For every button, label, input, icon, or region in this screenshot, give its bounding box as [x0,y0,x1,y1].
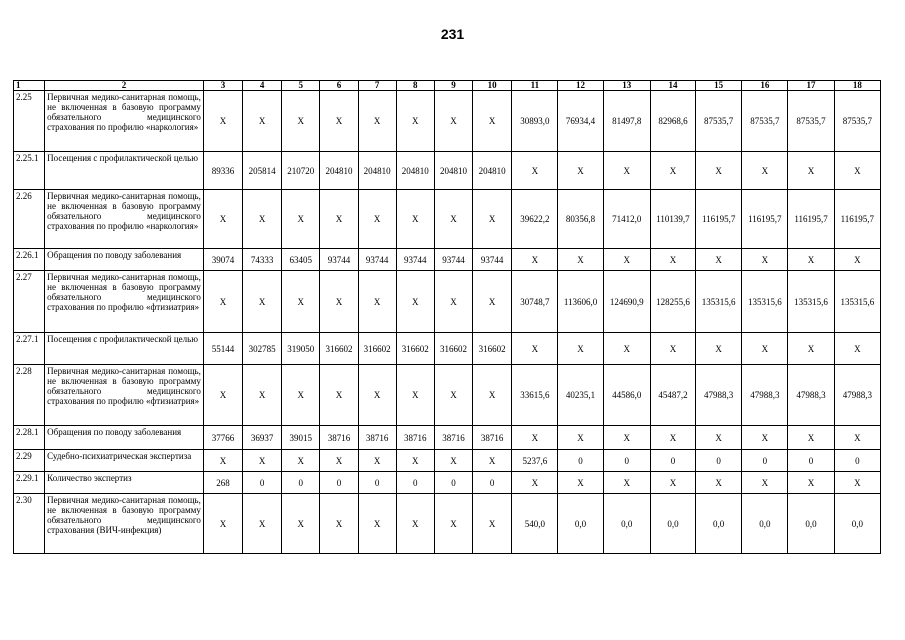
table-cell: X [243,494,282,554]
table-cell: 93744 [473,249,512,271]
table-cell: 116195,7 [696,190,742,249]
column-header: 7 [358,81,396,91]
table-cell: X [473,450,512,472]
table-cell: 0 [558,450,603,472]
table-cell: X [203,271,242,333]
table-cell: X [473,494,512,554]
column-header: 4 [243,81,282,91]
table-cell: 0 [603,450,650,472]
table-cell: X [396,450,434,472]
column-header: 16 [742,81,788,91]
table-row [14,494,881,554]
table-cell: X [434,494,472,554]
table-cell: X [282,494,320,554]
table-cell: 0 [473,472,512,494]
table-cell: X [473,91,512,152]
table-row [14,472,881,494]
row-number: 2.27.1 [14,333,45,365]
table-cell: X [473,365,512,426]
table-cell: X [742,249,788,271]
table-row [14,91,881,152]
table-cell: 135315,6 [788,271,834,333]
row-description: Первичная медико-санитарная помощь, не включенная в базовую программу обязательного медицинского страхования по профилю «наркология» [45,190,204,249]
column-header: 6 [320,81,358,91]
table-cell: 0 [650,450,695,472]
table-cell: 0 [243,472,282,494]
table-cell: 302785 [243,333,282,365]
row-description: Обращения по поводу заболевания [45,426,204,450]
table-row [14,450,881,472]
table-cell: 0 [320,472,358,494]
column-header: 14 [650,81,695,91]
table-row [14,365,881,426]
table-cell: 0,0 [603,494,650,554]
table-cell: 204810 [320,152,358,190]
table-cell: 39074 [203,249,242,271]
row-number: 2.28.1 [14,426,45,450]
table-row [14,190,881,249]
table-cell: 87535,7 [834,91,880,152]
table-cell: X [788,333,834,365]
table-cell: 33615,6 [512,365,558,426]
table-cell: 44586,0 [603,365,650,426]
row-number: 2.25.1 [14,152,45,190]
table-cell: 128255,6 [650,271,695,333]
table-cell: 38716 [434,426,472,450]
table-cell: X [603,472,650,494]
table-cell: 0 [742,450,788,472]
table-cell: 93744 [320,249,358,271]
table-cell: X [742,333,788,365]
table-cell: X [473,190,512,249]
row-number: 2.27 [14,271,45,333]
table-cell: 204810 [473,152,512,190]
table-cell: 0,0 [558,494,603,554]
row-description: Первичная медико-санитарная помощь, не включенная в базовую программу обязательного медицинского страхования по профилю «фтизиатрия» [45,271,204,333]
table-cell: X [396,494,434,554]
table-cell: 319050 [282,333,320,365]
table-cell: 38716 [320,426,358,450]
table-cell: X [473,271,512,333]
table-cell: X [282,450,320,472]
table-cell: 80356,8 [558,190,603,249]
table-cell: 87535,7 [742,91,788,152]
row-description: Количество экспертиз [45,472,204,494]
table-cell: 0,0 [696,494,742,554]
row-description: Первичная медико-санитарная помощь, не включенная в базовую программу обязательного медицинского страхования (ВИЧ-инфекция) [45,494,204,554]
table-cell: X [650,152,695,190]
table-cell: 38716 [473,426,512,450]
table-cell: X [558,426,603,450]
row-number: 2.29 [14,450,45,472]
table-row [14,249,881,271]
table-cell: X [788,249,834,271]
table-cell: 47988,3 [742,365,788,426]
table-cell: X [203,494,242,554]
table-cell: X [650,472,695,494]
column-header: 18 [834,81,880,91]
data-table [13,80,881,554]
row-description: Первичная медико-санитарная помощь, не включенная в базовую программу обязательного медицинского страхования по профилю «фтизиатрия» [45,365,204,426]
table-cell: 5237,6 [512,450,558,472]
table-cell: X [243,271,282,333]
table-cell: 39622,2 [512,190,558,249]
table-cell: 0 [834,450,880,472]
table-cell: 0,0 [788,494,834,554]
table-row [14,426,881,450]
table-cell: 0,0 [742,494,788,554]
table-cell: 204810 [396,152,434,190]
table-cell: X [512,333,558,365]
table-cell: 93744 [434,249,472,271]
table-cell: 45487,2 [650,365,695,426]
table-cell: X [282,271,320,333]
table-cell: 76934,4 [558,91,603,152]
table-cell: 205814 [243,152,282,190]
table-cell: 110139,7 [650,190,695,249]
table-cell: X [834,472,880,494]
table-cell: 135315,6 [834,271,880,333]
table-cell: X [243,365,282,426]
table-cell: 0 [358,472,396,494]
table-cell: 63405 [282,249,320,271]
table-row [14,271,881,333]
table-cell: X [650,333,695,365]
table-cell: X [320,450,358,472]
row-description: Первичная медико-санитарная помощь, не включенная в базовую программу обязательного медицинского страхования по профилю «наркология» [45,91,204,152]
table-cell: X [788,472,834,494]
column-header: 9 [434,81,472,91]
table-cell: X [603,333,650,365]
table-cell: X [834,426,880,450]
table-cell: X [834,152,880,190]
table-cell: X [434,190,472,249]
table-cell: 316602 [396,333,434,365]
table-cell: X [396,91,434,152]
table-cell: 40235,1 [558,365,603,426]
table-cell: 116195,7 [834,190,880,249]
row-description: Посещения с профилактической целью [45,152,204,190]
table-cell: 113606,0 [558,271,603,333]
table-cell: X [650,249,695,271]
table-cell: 93744 [396,249,434,271]
table-cell: X [742,426,788,450]
row-number: 2.26 [14,190,45,249]
table-cell: 47988,3 [788,365,834,426]
table-cell: X [243,91,282,152]
table-cell: X [320,494,358,554]
table-cell: X [358,494,396,554]
table-cell: X [203,450,242,472]
table-cell: 124690,9 [603,271,650,333]
table-cell: X [696,426,742,450]
row-description: Обращения по поводу заболевания [45,249,204,271]
table-cell: 316602 [473,333,512,365]
table-cell: X [558,152,603,190]
table-cell: X [696,249,742,271]
table-cell: X [434,91,472,152]
row-number: 2.25 [14,91,45,152]
row-number: 2.28 [14,365,45,426]
table-cell: 540,0 [512,494,558,554]
page-number: 231 [440,26,465,42]
table-cell: 0 [434,472,472,494]
table-row [14,333,881,365]
table-cell: X [320,271,358,333]
row-description: Посещения с профилактической целью [45,333,204,365]
table-cell: X [558,333,603,365]
column-header: 5 [282,81,320,91]
table-cell: X [358,450,396,472]
table-cell: X [434,271,472,333]
table-cell: X [203,365,242,426]
table-cell: 55144 [203,333,242,365]
table-cell: 39015 [282,426,320,450]
table-cell: X [320,365,358,426]
table-cell: 268 [203,472,242,494]
table-cell: X [603,426,650,450]
table-cell: 47988,3 [834,365,880,426]
table-cell: X [434,450,472,472]
table-cell: X [512,152,558,190]
column-header: 15 [696,81,742,91]
table-cell: 0 [788,450,834,472]
table-cell: 135315,6 [696,271,742,333]
table-cell: X [558,249,603,271]
table-cell: 0,0 [650,494,695,554]
column-header: 10 [473,81,512,91]
table-cell: X [396,365,434,426]
table-cell: X [396,271,434,333]
table-cell: X [558,472,603,494]
table-cell: X [742,472,788,494]
table-cell: X [396,190,434,249]
table-cell: 116195,7 [742,190,788,249]
table-cell: 116195,7 [788,190,834,249]
table-cell: X [358,190,396,249]
table-cell: 93744 [358,249,396,271]
column-header: 11 [512,81,558,91]
row-number: 2.29.1 [14,472,45,494]
column-header: 13 [603,81,650,91]
row-description: Судебно-психиатрическая экспертиза [45,450,204,472]
column-header: 17 [788,81,834,91]
column-header: 3 [203,81,242,91]
row-number: 2.26.1 [14,249,45,271]
table-cell: 38716 [358,426,396,450]
table-cell: 30748,7 [512,271,558,333]
table-cell: 316602 [320,333,358,365]
table-cell: 87535,7 [696,91,742,152]
table-cell: 74333 [243,249,282,271]
table-cell: X [358,91,396,152]
table-cell: X [650,426,695,450]
table-cell: X [434,365,472,426]
table-cell: 71412,0 [603,190,650,249]
table-cell: X [603,152,650,190]
table-cell: X [243,190,282,249]
table-cell: X [282,190,320,249]
table-cell: 82968,6 [650,91,695,152]
table-cell: 87535,7 [788,91,834,152]
table-cell: 30893,0 [512,91,558,152]
table-cell: X [512,249,558,271]
table-cell: X [834,333,880,365]
table-cell: X [358,365,396,426]
table-cell: X [603,249,650,271]
table-cell: X [512,472,558,494]
column-header: 8 [396,81,434,91]
table-cell: X [696,333,742,365]
table-cell: X [243,450,282,472]
table-cell: X [696,472,742,494]
table-cell: 37766 [203,426,242,450]
column-header: 12 [558,81,603,91]
row-number: 2.30 [14,494,45,554]
table-cell: 0,0 [834,494,880,554]
table-cell: X [834,249,880,271]
table-cell: X [282,91,320,152]
table-cell: X [696,152,742,190]
table-cell: X [203,190,242,249]
table-cell: X [788,426,834,450]
table-row [14,152,881,190]
table-cell: 47988,3 [696,365,742,426]
table-cell: X [320,91,358,152]
table-cell: 0 [396,472,434,494]
table-cell: X [282,365,320,426]
table-cell: 38716 [396,426,434,450]
column-header: 1 [14,81,45,91]
table-cell: 204810 [434,152,472,190]
table-cell: X [203,91,242,152]
table-cell: 316602 [358,333,396,365]
table-cell: X [358,271,396,333]
table-cell: 135315,6 [742,271,788,333]
table-cell: 81497,8 [603,91,650,152]
column-header: 2 [45,81,204,91]
table-cell: 0 [696,450,742,472]
header-row [14,81,881,91]
table-cell: X [512,426,558,450]
table-cell: 0 [282,472,320,494]
table-cell: 316602 [434,333,472,365]
table-cell: 204810 [358,152,396,190]
table-cell: X [788,152,834,190]
table-cell: 89336 [203,152,242,190]
table-cell: 36937 [243,426,282,450]
table-cell: X [742,152,788,190]
table-cell: 210720 [282,152,320,190]
table-cell: X [320,190,358,249]
